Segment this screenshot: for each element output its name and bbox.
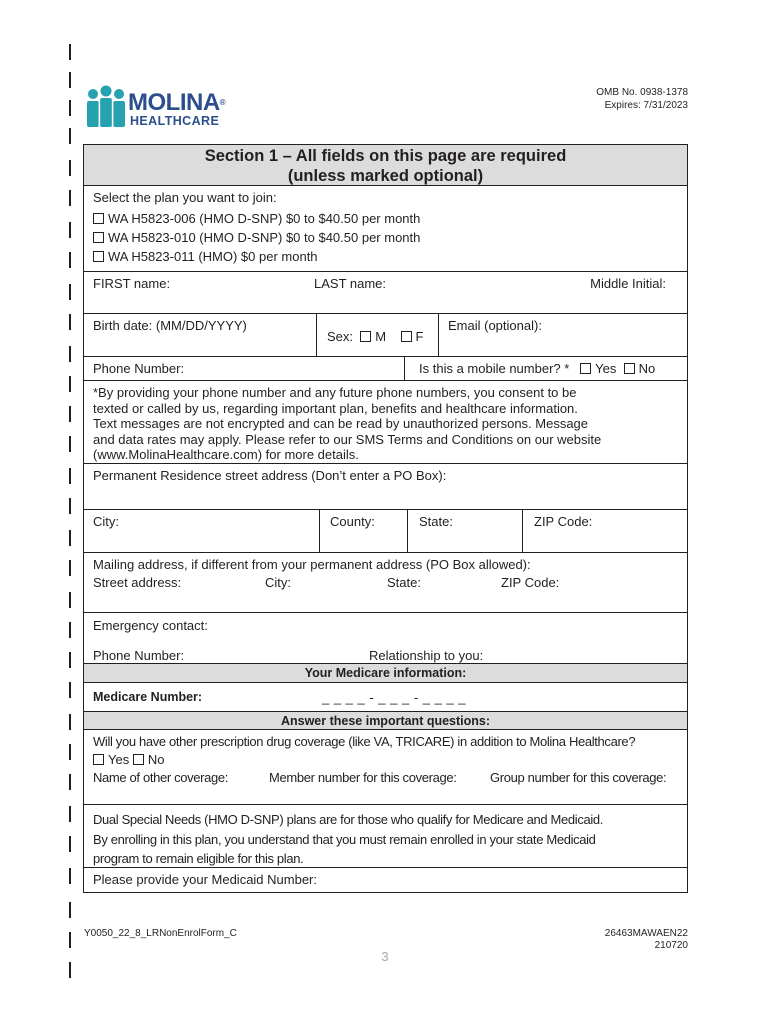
medicare-number-label: Medicare Number: bbox=[93, 690, 203, 704]
mailing-city-field[interactable]: City: bbox=[265, 575, 291, 590]
drug-yes-checkbox[interactable] bbox=[93, 754, 104, 765]
sex-m-checkbox[interactable] bbox=[360, 331, 371, 342]
plan-option-3[interactable]: WA H5823-011 (HMO) $0 per month bbox=[93, 249, 318, 264]
consent-line: *By providing your phone number and any future phone numbers, you consent to be bbox=[93, 385, 577, 400]
drug-coverage-question: Will you have other prescription drug coverage (like VA, TRICARE) in addition to Molina Healthcare? bbox=[93, 734, 636, 749]
name-row bbox=[84, 272, 687, 314]
emergency-contact-field[interactable]: Emergency contact: bbox=[93, 618, 208, 633]
county-cell bbox=[319, 510, 407, 552]
member-number-field[interactable]: Member number for this coverage: bbox=[269, 770, 457, 785]
sex-field: Sex: M F bbox=[327, 329, 424, 344]
page-number: 3 bbox=[381, 949, 389, 964]
residence-address-field[interactable]: Permanent Residence street address (Don’t enter a PO Box): bbox=[93, 468, 447, 483]
section-subtitle: (unless marked optional) bbox=[287, 167, 484, 185]
mailing-row bbox=[84, 553, 687, 613]
dsnp-info bbox=[84, 805, 687, 868]
plan-option-1[interactable]: WA H5823-006 (HMO D-SNP) $0 to $40.50 per month bbox=[93, 211, 420, 226]
plan-prompt: Select the plan you want to join: bbox=[93, 190, 277, 205]
mobile-cell bbox=[404, 357, 687, 380]
other-coverage-field[interactable]: Name of other coverage: bbox=[93, 770, 229, 785]
sms-consent bbox=[84, 381, 687, 464]
section-title: Section 1 – All fields on this page are required bbox=[204, 147, 567, 165]
medicare-header-title: Your Medicare information: bbox=[304, 666, 467, 680]
checkbox[interactable] bbox=[93, 232, 104, 243]
document-date: 210720 bbox=[654, 940, 688, 951]
medicaid-number-field[interactable]: Please provide your Medicaid Number: bbox=[93, 872, 317, 887]
zip-field[interactable]: ZIP Code: bbox=[534, 514, 593, 529]
birth-date-field[interactable]: Birth date: (MM/DD/YYYY) bbox=[93, 318, 247, 333]
dsnp-line: Dual Special Needs (HMO D-SNP) plans are for those who qualify for Medicare and Medicaid. bbox=[93, 812, 604, 827]
people-logo-icon bbox=[84, 84, 130, 128]
zip-cell bbox=[522, 510, 687, 552]
plan-selection bbox=[84, 186, 687, 272]
state-cell bbox=[407, 510, 522, 552]
city-row bbox=[84, 510, 687, 553]
plan-option-2[interactable]: WA H5823-010 (HMO D-SNP) $0 to $40.50 per month bbox=[93, 230, 420, 245]
first-name-field[interactable]: FIRST name: bbox=[93, 276, 171, 291]
consent-line: (www.MolinaHealthcare.com) for more details. bbox=[93, 447, 359, 462]
mobile-question: Is this a mobile number? * Yes No bbox=[419, 361, 656, 376]
questions-header bbox=[84, 712, 687, 730]
logo-wordmark: MOLINA® bbox=[128, 89, 226, 116]
questions-header-title: Answer these important questions: bbox=[280, 714, 491, 728]
mailing-zip-field[interactable]: ZIP Code: bbox=[501, 575, 560, 590]
enrollment-form bbox=[83, 144, 688, 893]
mobile-no-checkbox[interactable] bbox=[624, 363, 635, 374]
mailing-label: Mailing address, if different from your permanent address (PO Box allowed): bbox=[93, 557, 531, 572]
consent-line: and data rates may apply. Please refer to our SMS Terms and Conditions on our website bbox=[93, 431, 602, 447]
emergency-phone-field[interactable]: Phone Number: bbox=[93, 648, 185, 663]
emergency-row bbox=[84, 613, 687, 664]
form-code: Y0050_22_8_LRNonEnrolForm_C bbox=[84, 928, 237, 939]
mailing-state-field[interactable]: State: bbox=[387, 575, 421, 590]
molina-logo bbox=[84, 84, 234, 130]
drug-coverage-options: Yes No bbox=[93, 752, 164, 767]
drug-no-checkbox[interactable] bbox=[133, 754, 144, 765]
city-field[interactable]: City: bbox=[93, 514, 119, 529]
medicare-header bbox=[84, 664, 687, 683]
email-cell bbox=[438, 314, 687, 356]
drug-coverage-row bbox=[84, 730, 687, 805]
state-field[interactable]: State: bbox=[419, 514, 453, 529]
consent-line: Text messages are not encrypted and can be read by unauthorized persons. Message bbox=[93, 416, 589, 431]
middle-initial-field[interactable]: Middle Initial: bbox=[590, 276, 666, 291]
sex-f-checkbox[interactable] bbox=[401, 331, 412, 342]
county-field[interactable]: County: bbox=[330, 514, 375, 529]
phone-row bbox=[84, 357, 687, 381]
dsnp-line: By enrolling in this plan, you understand that you must remain enrolled in your state Medicaid bbox=[93, 832, 596, 847]
last-name-field[interactable]: LAST name: bbox=[314, 276, 387, 291]
document-id: 26463MAWAEN22 bbox=[604, 928, 688, 939]
group-number-field[interactable]: Group number for this coverage: bbox=[490, 770, 667, 785]
mobile-yes-checkbox[interactable] bbox=[580, 363, 591, 374]
omb-expires: Expires: 7/31/2023 bbox=[604, 100, 688, 111]
residence-row bbox=[84, 464, 687, 510]
mailing-street-field[interactable]: Street address: bbox=[93, 575, 182, 590]
medicaid-row bbox=[84, 868, 687, 892]
checkbox[interactable] bbox=[93, 251, 104, 262]
omb-number: OMB No. 0938-1378 bbox=[596, 87, 688, 98]
logo-subtitle: HEALTHCARE bbox=[130, 114, 220, 128]
email-field[interactable]: Email (optional): bbox=[448, 318, 542, 333]
checkbox[interactable] bbox=[93, 213, 104, 224]
birth-row bbox=[84, 314, 687, 357]
medicare-number-field[interactable]: _ _ _ _ - _ _ _ - _ _ _ _ bbox=[322, 690, 467, 705]
section-header bbox=[84, 145, 687, 186]
margin-tick-marks bbox=[69, 40, 71, 990]
medicare-row bbox=[84, 683, 687, 712]
relationship-field[interactable]: Relationship to you: bbox=[369, 648, 484, 663]
omb-info bbox=[596, 86, 688, 112]
dsnp-line: program to remain eligible for this plan. bbox=[93, 851, 304, 866]
phone-field[interactable]: Phone Number: bbox=[93, 361, 185, 376]
consent-line: texted or called by us, regarding important plan, benefits and healthcare information. bbox=[93, 400, 578, 416]
sex-cell bbox=[316, 314, 438, 356]
